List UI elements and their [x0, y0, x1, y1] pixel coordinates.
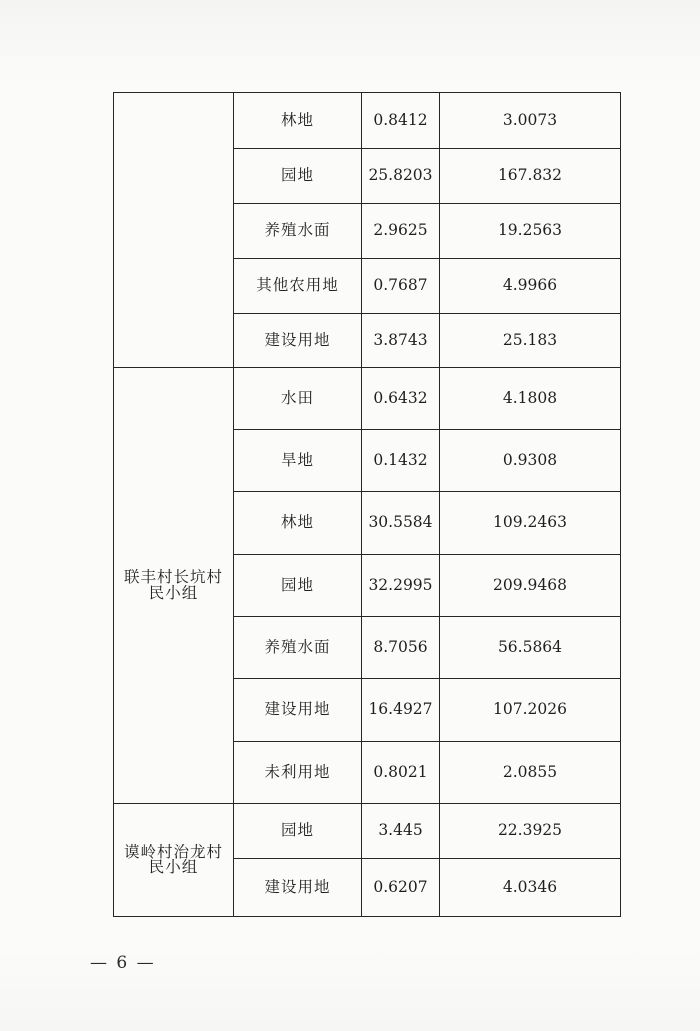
land-type-cell: 养殖水面 — [234, 204, 362, 259]
land-type-cell: 养殖水面 — [234, 617, 362, 679]
amount-value-cell: 4.0346 — [440, 859, 621, 917]
amount-value-cell: 0.9308 — [440, 430, 621, 492]
page-number: — 6 — — [90, 953, 156, 973]
land-type-cell: 林地 — [234, 93, 362, 149]
amount-value-cell: 25.183 — [440, 314, 621, 368]
amount-value-cell: 209.9468 — [440, 555, 621, 617]
amount-value-cell: 3.0073 — [440, 93, 621, 149]
land-type-cell: 其他农用地 — [234, 259, 362, 314]
land-type-cell: 水田 — [234, 368, 362, 430]
table-row — [114, 93, 621, 149]
area-value-cell: 16.4927 — [362, 679, 440, 742]
area-value-cell: 0.6432 — [362, 368, 440, 430]
group-name-cell — [114, 93, 234, 368]
area-value-cell: 2.9625 — [362, 204, 440, 259]
amount-value-cell: 4.9966 — [440, 259, 621, 314]
land-type-cell: 建设用地 — [234, 679, 362, 742]
amount-value-cell: 56.5864 — [440, 617, 621, 679]
land-type-cell: 旱地 — [234, 430, 362, 492]
area-value-cell: 0.6207 — [362, 859, 440, 917]
land-type-cell: 林地 — [234, 492, 362, 555]
amount-value-cell: 22.3925 — [440, 804, 621, 859]
table-row — [114, 368, 621, 430]
area-value-cell: 25.8203 — [362, 149, 440, 204]
group-name: 谟岭村治龙村民小组 — [124, 842, 224, 876]
amount-value-cell: 109.2463 — [440, 492, 621, 555]
group-name-cell — [114, 368, 234, 804]
land-type-cell: 园地 — [234, 804, 362, 859]
group-name: 联丰村长坑村民小组 — [124, 568, 224, 602]
land-use-table-body — [114, 93, 621, 917]
area-value-cell: 3.445 — [362, 804, 440, 859]
group-name-cell — [114, 804, 234, 917]
area-value-cell: 0.8412 — [362, 93, 440, 149]
area-value-cell: 8.7056 — [362, 617, 440, 679]
land-type-cell: 建设用地 — [234, 314, 362, 368]
land-type-cell: 建设用地 — [234, 859, 362, 917]
area-value-cell: 30.5584 — [362, 492, 440, 555]
area-value-cell: 32.2995 — [362, 555, 440, 617]
amount-value-cell: 107.2026 — [440, 679, 621, 742]
area-value-cell: 0.1432 — [362, 430, 440, 492]
land-use-table — [113, 92, 621, 917]
amount-value-cell: 167.832 — [440, 149, 621, 204]
amount-value-cell: 4.1808 — [440, 368, 621, 430]
land-type-cell: 园地 — [234, 149, 362, 204]
area-value-cell: 3.8743 — [362, 314, 440, 368]
land-type-cell: 未利用地 — [234, 742, 362, 804]
amount-value-cell: 2.0855 — [440, 742, 621, 804]
amount-value-cell: 19.2563 — [440, 204, 621, 259]
table-row — [114, 804, 621, 859]
area-value-cell: 0.8021 — [362, 742, 440, 804]
area-value-cell: 0.7687 — [362, 259, 440, 314]
land-type-cell: 园地 — [234, 555, 362, 617]
